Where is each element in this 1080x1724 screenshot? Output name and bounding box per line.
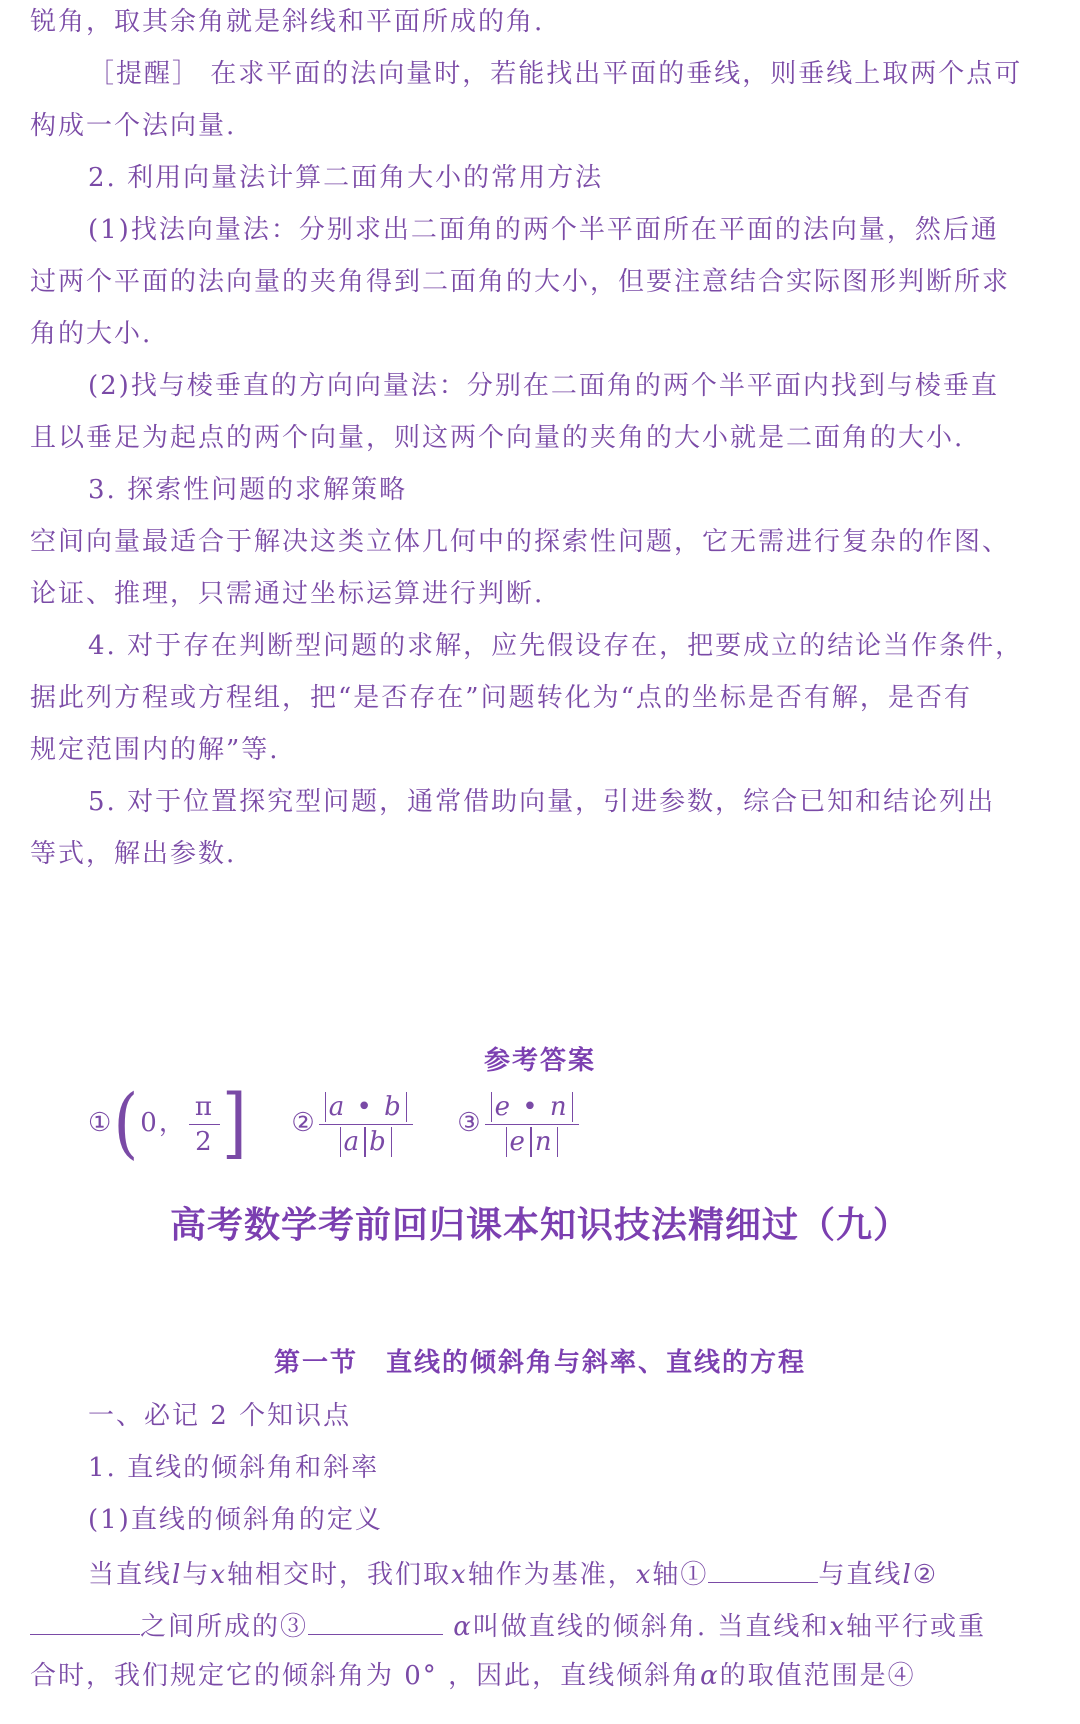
text-span: 叫做直线的倾斜角. 当直线和	[472, 1612, 830, 1642]
section-title: 第一节 直线的倾斜角与斜率、直线的方程	[273, 1348, 806, 1378]
text-span: 合时，我们规定它的倾斜角为 0° ，因此，直线倾斜角	[30, 1661, 701, 1691]
answer-2-fraction	[319, 1090, 413, 1159]
text-span: ②	[912, 1560, 939, 1590]
paragraph-line: 构成一个法向量.	[30, 111, 237, 141]
fill-blank-2[interactable]	[30, 1608, 140, 1635]
paragraph-line: (2)找与棱垂直的方向向量法：分别在二面角的两个半平面内找到与棱垂直	[88, 371, 999, 401]
answer-1-fraction	[189, 1090, 220, 1159]
paragraph-line: 5. 对于位置探究型问题，通常借助向量，引进参数，综合已知和结论列出	[88, 787, 996, 817]
fill-blank-3[interactable]	[308, 1608, 443, 1635]
text-span: 当直线	[88, 1560, 173, 1590]
text-span: 的取值范围是④	[719, 1661, 916, 1691]
paragraph-line: 空间向量最适合于解决这类立体几何中的探索性问题，它无需进行复杂的作图、	[30, 527, 1011, 557]
fraction-denominator: 2	[195, 1126, 214, 1157]
fraction-numerator: e • n	[491, 1092, 573, 1122]
list-heading: 一、必记 2 个知识点	[88, 1401, 352, 1431]
close-bracket: ]	[221, 1079, 249, 1169]
abs-n: n	[531, 1127, 558, 1157]
var-alpha: α	[700, 1661, 720, 1691]
list-heading: (1)直线的倾斜角的定义	[88, 1505, 383, 1535]
answers-row	[88, 1079, 1050, 1169]
paragraph-line: (1)找法向量法：分别求出二面角的两个半平面所在平面的法向量，然后通	[88, 215, 999, 245]
paragraph-line	[30, 1660, 1050, 1692]
answer-2-mark: ②	[291, 1108, 317, 1138]
list-heading: 1. 直线的倾斜角和斜率	[88, 1453, 380, 1483]
abs-e: e	[506, 1127, 531, 1157]
paragraph-line: 规定范围内的解”等.	[30, 735, 280, 765]
paragraph-line: 据此列方程或方程组，把“是否存在”问题转化为“点的坐标是否有解，是否有	[30, 683, 972, 713]
reminder-line: ［提醒］ 在求平面的法向量时，若能找出平面的垂线，则垂线上取两个点可	[88, 59, 1023, 89]
fraction-numerator: a • b	[325, 1092, 407, 1122]
answer-1-mark: ①	[88, 1108, 114, 1138]
var-alpha: α	[453, 1612, 473, 1642]
list-heading: 2. 利用向量法计算二面角大小的常用方法	[88, 163, 604, 193]
answer-1-zero: 0，	[140, 1108, 187, 1138]
var-x: x	[635, 1560, 653, 1590]
text-span: 与直线	[818, 1560, 903, 1590]
var-l: l	[172, 1560, 183, 1590]
text-span: 轴平行或重	[846, 1612, 987, 1642]
answer-3-fraction	[485, 1090, 579, 1159]
main-title: 高考数学考前回归课本知识技法精细过（九）	[169, 1204, 910, 1246]
open-paren: (	[113, 1079, 141, 1169]
answer-3-mark: ③	[457, 1108, 483, 1138]
fraction-numerator: π	[189, 1090, 220, 1125]
fill-blank-1[interactable]	[708, 1556, 818, 1583]
var-x: x	[210, 1560, 228, 1590]
text-span: 与	[182, 1560, 211, 1590]
paragraph-line: 锐角，取其余角就是斜线和平面所成的角.	[30, 7, 545, 37]
list-heading: 3. 探索性问题的求解策略	[88, 475, 408, 505]
var-x: x	[451, 1560, 468, 1590]
text-span: 轴①	[652, 1560, 709, 1590]
abs-b: b	[365, 1127, 392, 1157]
text-span: 轴相交时，我们取	[227, 1560, 452, 1590]
var-l: l	[902, 1560, 913, 1590]
text-span: 之间所成的③	[140, 1612, 309, 1642]
paragraph-line: 4. 对于存在判断型问题的求解，应先假设存在，把要成立的结论当作条件，	[88, 631, 1024, 661]
paragraph-line: 论证、推理，只需通过坐标运算进行判断.	[30, 579, 545, 609]
paragraph-line	[88, 1556, 1050, 1591]
var-x: x	[829, 1612, 847, 1642]
paragraph-line: 等式，解出参数.	[30, 839, 237, 869]
answers-heading: 参考答案	[483, 1046, 596, 1076]
paragraph-line: 且以垂足为起点的两个向量，则这两个向量的夹角的大小就是二面角的大小.	[30, 423, 965, 453]
paragraph-line	[30, 1608, 1050, 1643]
paragraph-line: 角的大小.	[30, 319, 153, 349]
text-span: 轴作为基准，	[467, 1560, 636, 1590]
paragraph-line: 过两个平面的法向量的夹角得到二面角的大小，但要注意结合实际图形判断所求	[30, 267, 1011, 297]
abs-a: a	[340, 1127, 366, 1157]
